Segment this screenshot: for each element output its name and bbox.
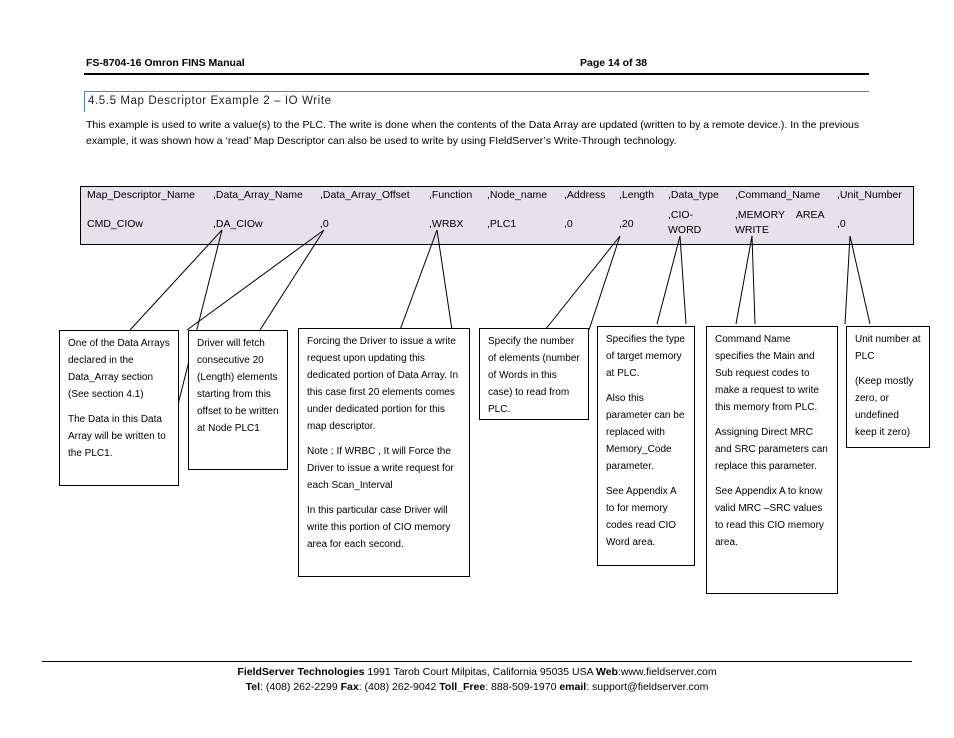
header-cell: ,Data_type — [668, 189, 719, 201]
callout-text: In this particular case Driver will write this portion of CIO memory area for each second. — [307, 505, 451, 550]
callout-data-array-name — [59, 330, 179, 486]
email-value: : support@fieldserver.com — [586, 681, 709, 693]
callout-text: Unit number at PLC — [855, 334, 921, 362]
callout-text: See Appendix A to know valid MRC –SRC values to read this CIO memory area. — [715, 486, 824, 548]
header-cell: ,Command_Name — [735, 189, 821, 201]
company-name: FieldServer Technologies — [237, 666, 365, 678]
header-cell: ,Data_Array_Offset — [320, 189, 410, 201]
tel-label: Tel — [245, 681, 261, 693]
value-cell: ,DA_CIOw — [213, 218, 263, 230]
header-cell: ,Length — [619, 189, 655, 201]
document-title: FS-8704-16 Omron FINS Manual — [86, 57, 245, 69]
section-title: 4.5.5 Map Descriptor Example 2 – IO Write — [88, 95, 332, 107]
fax-label: Fax — [340, 681, 359, 693]
value-cell: ,MEMORY AREA WRITE — [735, 209, 825, 236]
pointer-line — [545, 236, 620, 330]
value-cell: ,20 — [619, 218, 634, 230]
value-cell: CMD_CIOw — [87, 218, 144, 230]
callout-text: Specify the number of elements (number of Words in this case) to read from PLC. — [488, 336, 580, 415]
value-cell: ,0 — [837, 218, 846, 230]
pointer-line — [657, 236, 686, 324]
pointer-line — [845, 236, 870, 324]
footer-line-2 — [0, 681, 954, 693]
header-cell: ,Node_name — [487, 189, 548, 201]
company-address: 1991 Tarob Court Milpitas, California 95035 USA — [364, 666, 596, 678]
email-label: email — [559, 681, 587, 693]
pointer-line — [736, 236, 755, 324]
callout-text: Driver will fetch consecutive 20 (Length) elements starting from this offset to be written at Node PLC1 — [197, 338, 279, 434]
callout-length — [479, 328, 589, 420]
value-cell: ,0 — [320, 218, 329, 230]
web-address: :www.fieldserver.com — [617, 666, 717, 678]
value-cell: ,CIO- WORD — [668, 209, 702, 236]
callout-text: One of the Data Arrays declared in the Data_Array section (See section 4.1) — [68, 338, 170, 400]
callout-command-name — [706, 326, 838, 594]
callout-unit-number — [846, 326, 930, 448]
callout-text: Also this parameter can be replaced with Memory_Code parameter. — [606, 393, 685, 472]
callout-text: (Keep mostly zero, or undefined keep it zero) — [855, 376, 914, 438]
page-number: Page 14 of 38 — [580, 57, 648, 69]
callout-text: Note : If WRBC , It will Force the Driver to issue a write request for each Scan_Interval — [307, 446, 454, 491]
callout-data-array-offset — [188, 330, 288, 470]
header-cell: ,Data_Array_Name — [213, 189, 303, 201]
footer-rule — [42, 661, 912, 662]
footer-line-1 — [0, 666, 954, 678]
value-cell: ,WRBX — [429, 218, 464, 230]
header-cell: Map_Descriptor_Name — [87, 189, 195, 201]
callout-text: Specifies the type of target memory at PLC. — [606, 334, 685, 379]
value-cell: ,0 — [564, 218, 573, 230]
fax-value: : (408) 262-9042 — [358, 681, 440, 693]
web-label: Web — [595, 666, 618, 678]
callout-function — [298, 328, 470, 577]
callout-text: The Data in this Data Array will be written to the PLC1. — [68, 414, 166, 459]
toll-free-value: : 888-509-1970 — [485, 681, 560, 693]
pointer-line — [400, 230, 452, 330]
callout-text: Forcing the Driver to issue a write request upon updating this dedicated portion of Data Array. In this case first 20 elements comes under dedicated portion for this map descriptor. — [307, 336, 459, 432]
header-cell: ,Unit_Number — [837, 189, 902, 201]
callout-text: Assigning Direct MRC and SRC parameters can replace this parameter. — [715, 427, 828, 472]
callout-text: See Appendix A to for memory codes read CIO Word area. — [606, 486, 677, 548]
callout-text: Command Name specifies the Main and Sub request codes to make a request to write this memory from PLC. — [715, 334, 819, 413]
callout-data-type — [597, 326, 695, 566]
toll-free-label: Toll_Free — [439, 681, 486, 693]
header-cell: ,Function — [429, 189, 473, 201]
header-cell: ,Address — [564, 189, 606, 201]
value-cell: ,PLC1 — [487, 218, 517, 230]
section-intro: This example is used to write a value(s) to the PLC. The write is done when the contents of the Data Array are updated (written to by a remote device.). In the previous example, it was shown how a ‘read’ Map Descriptor can also be used to write by using FIeldServer’s Write-Through technology. — [86, 119, 860, 147]
tel-value: : (408) 262-2299 — [260, 681, 341, 693]
